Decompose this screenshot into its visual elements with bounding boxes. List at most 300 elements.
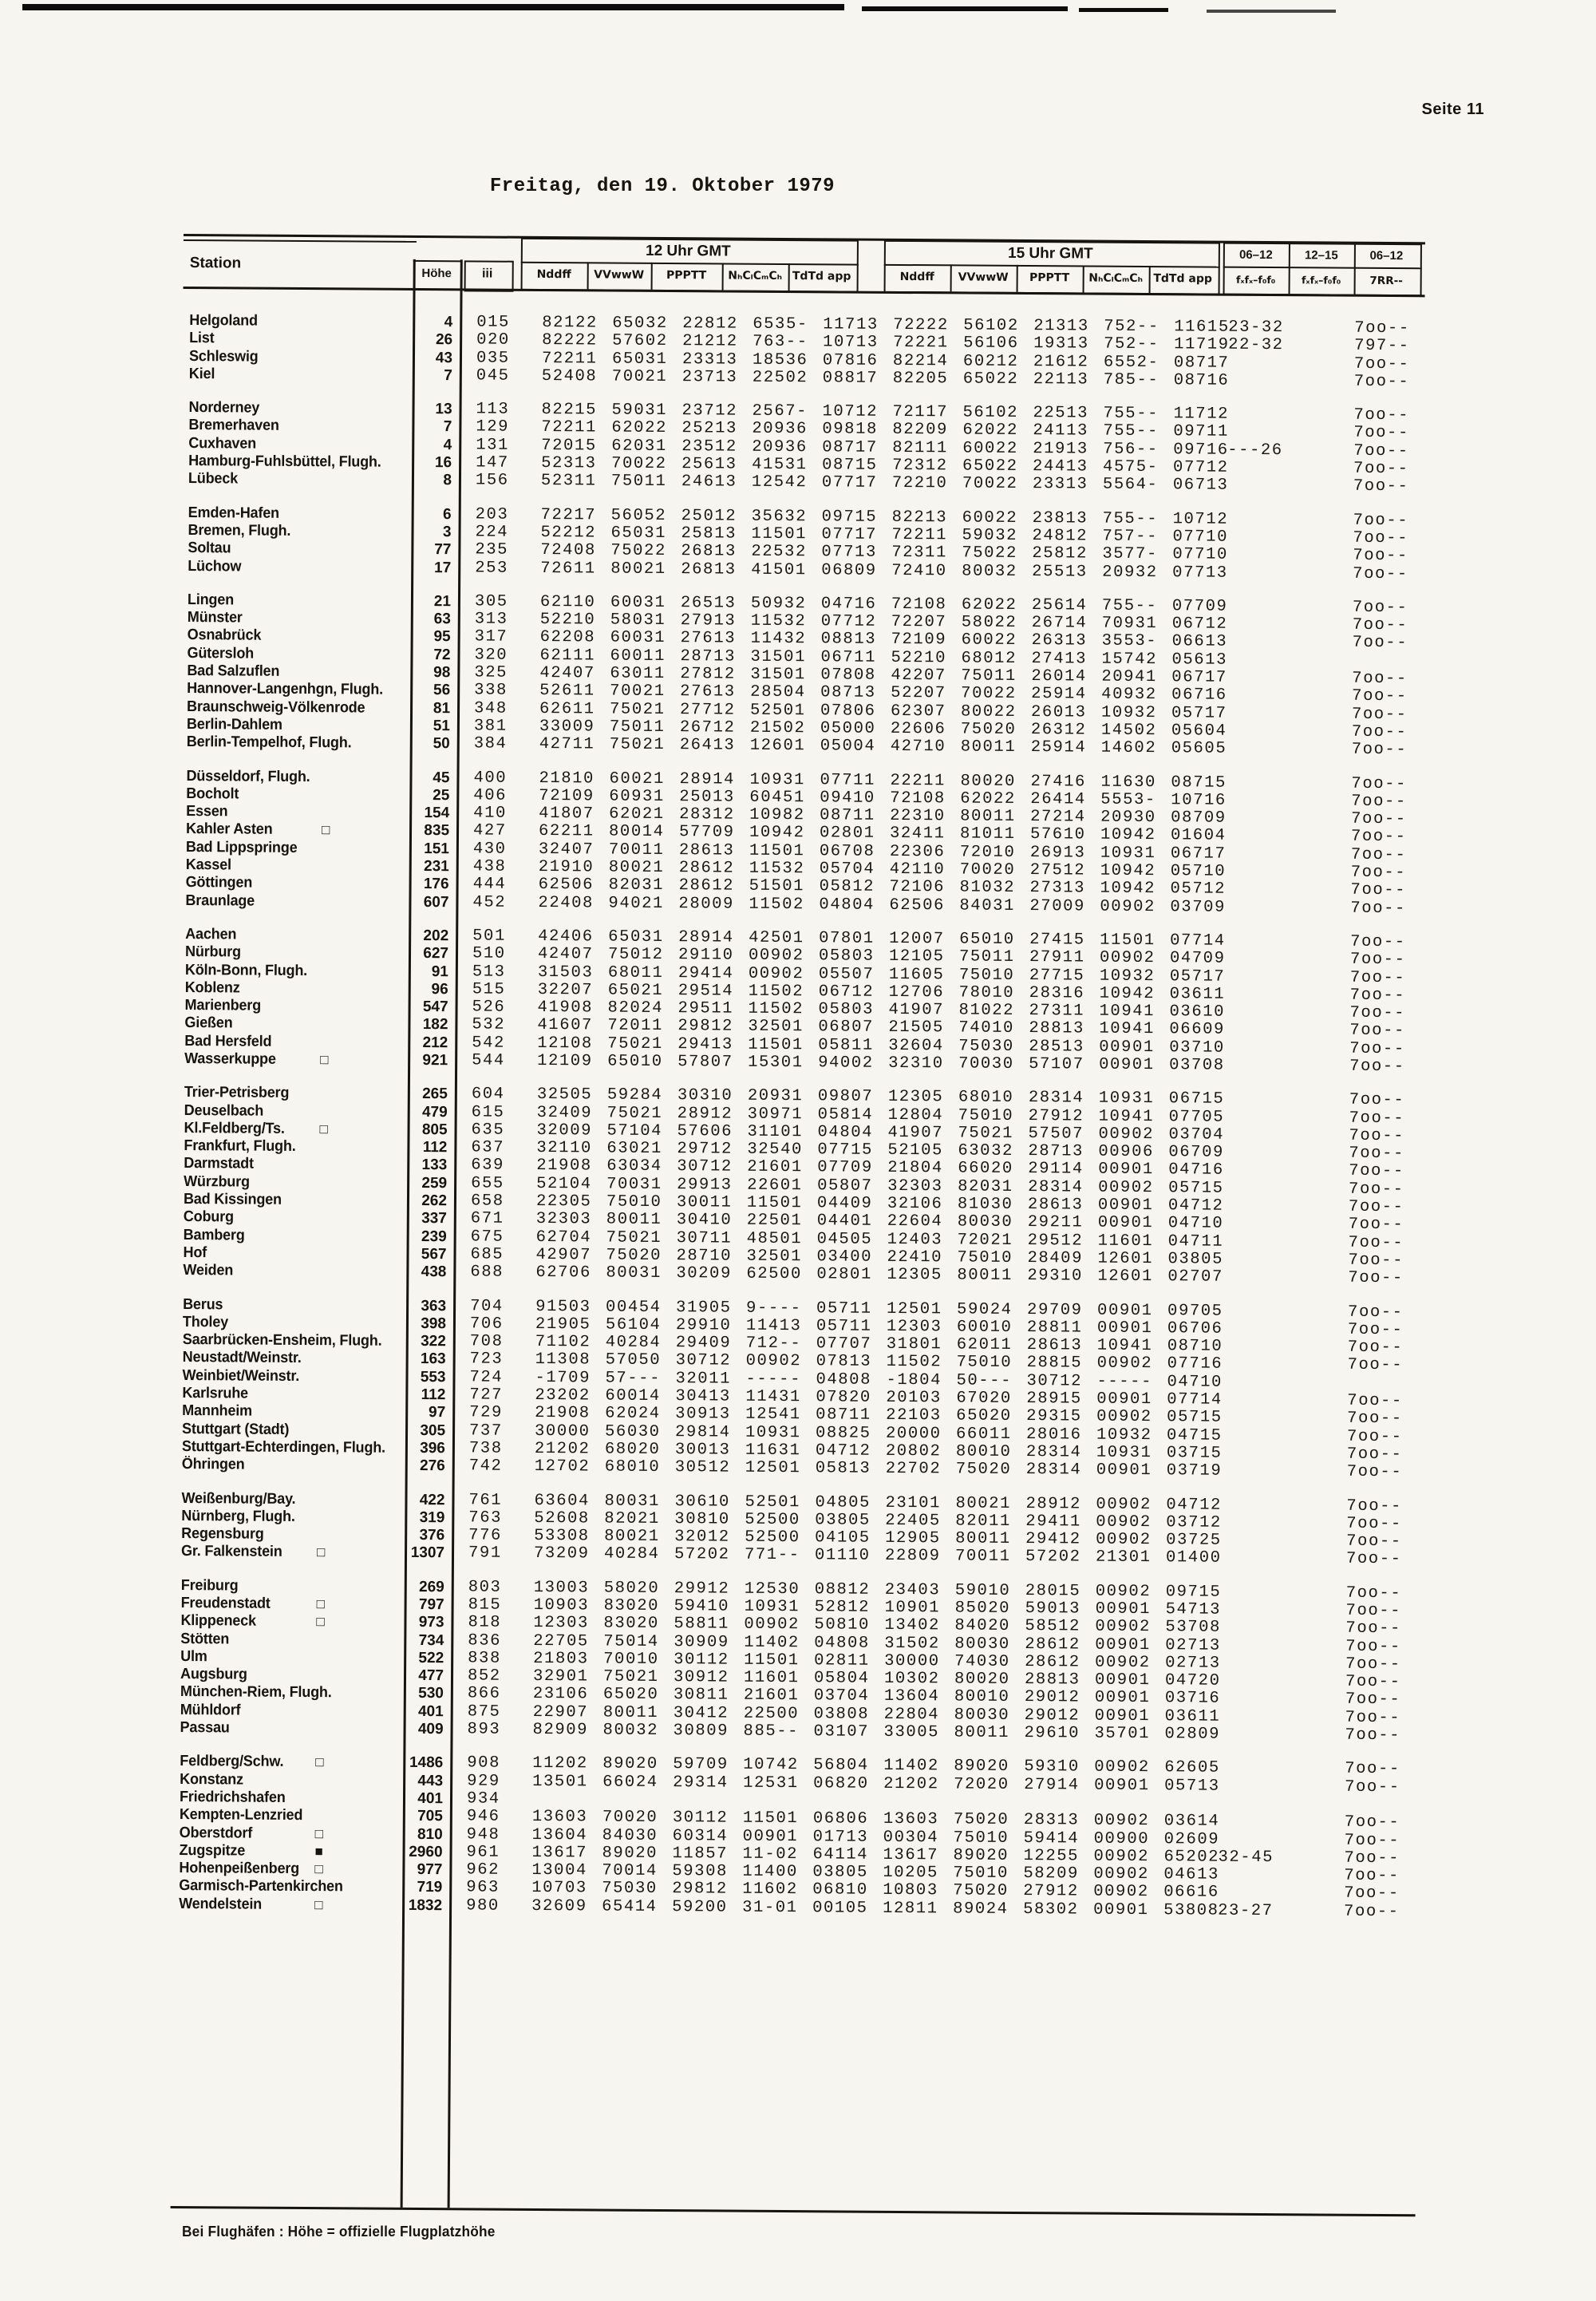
station-name: Wasserkuppe	[184, 1050, 276, 1068]
station-height: 1486	[409, 1754, 444, 1772]
obs15-vvwww: 75010	[953, 1829, 1009, 1848]
obs12-clouds: 9----	[746, 1299, 802, 1318]
station-name: Düsseldorf, Flugh.	[186, 767, 310, 785]
obs15-nddff: 32106	[887, 1194, 943, 1214]
precip-7rr-value: 7oo--	[1345, 1655, 1401, 1674]
station-number: 542	[472, 1034, 506, 1053]
obs12-vvwww: 80021	[608, 858, 665, 878]
obs12-ppptt: 59200	[672, 1897, 728, 1917]
obs12-tdtd: 09818	[822, 420, 878, 440]
period-0612-label: 06–12	[1238, 247, 1273, 263]
obs12-tdtd: 04716	[820, 595, 877, 614]
obs12-vvwww: 56030	[604, 1422, 661, 1441]
obs12-ppptt: 29514	[678, 981, 734, 1001]
obs12-clouds: 11501	[749, 841, 805, 860]
obs15-tdtd: 04709	[1169, 949, 1226, 968]
obs12-vvwww: 40284	[603, 1544, 660, 1564]
obs15-clouds: 00901	[1094, 1670, 1151, 1690]
obs12-nddff: 62704	[535, 1228, 592, 1247]
station-number: 836	[468, 1631, 502, 1651]
obs12-tdtd: 10713	[823, 333, 879, 353]
station-number: 934	[466, 1789, 500, 1809]
station-name: Bad Hersfeld	[184, 1032, 272, 1050]
obs12-vvwww: 65031	[608, 927, 664, 947]
precip-7rr-value: 7oo--	[1349, 1162, 1404, 1181]
obs12-vvwww: 89020	[602, 1844, 658, 1863]
scan-edge-line	[1079, 8, 1168, 12]
obs12-clouds: 32501	[746, 1247, 803, 1267]
obs12-vvwww: 75021	[607, 1034, 663, 1054]
obs15-vvwww: 60022	[962, 439, 1018, 458]
obs12-ppptt: 30913	[675, 1405, 731, 1424]
station-height: 269	[418, 1578, 444, 1595]
station-height: 151	[424, 840, 449, 857]
obs15-clouds: 785--	[1103, 370, 1159, 390]
obs15-ppptt: 29310	[1027, 1267, 1083, 1286]
obs15-tdtd: 06716	[1171, 686, 1227, 706]
obs12-ppptt: 30809	[673, 1722, 729, 1741]
precip-7rr-value: 7oo--	[1348, 1216, 1404, 1235]
obs12-tdtd: 05704	[819, 860, 875, 879]
station-name: Hannover-Langenhgn, Flugh.	[187, 680, 384, 699]
precip-7rr-value: 7oo--	[1351, 740, 1408, 760]
obs15-clouds: 3577-	[1102, 544, 1158, 564]
obs15-vvwww: 66020	[958, 1159, 1013, 1179]
obs15-clouds: 10931	[1098, 1089, 1155, 1109]
obs15-clouds: 35701	[1094, 1724, 1151, 1744]
obs12-ppptt: 30112	[674, 1651, 729, 1670]
obs15-ppptt: 27911	[1029, 948, 1085, 967]
station-height: 337	[421, 1210, 447, 1228]
obs12-tdtd: 04804	[819, 895, 875, 915]
obs12-clouds: 20936	[752, 420, 808, 439]
obs12-tdtd: 08717	[822, 438, 878, 457]
obs15-clouds: 00902	[1098, 1178, 1154, 1197]
station-name: Nürburg	[184, 943, 241, 961]
obs15-tdtd: 05613	[1171, 650, 1228, 670]
station-height: 705	[417, 1808, 443, 1825]
column-header-station: Station	[189, 255, 242, 272]
obs15-vvwww: 84031	[959, 896, 1016, 915]
obs12-clouds: 31-01	[742, 1898, 798, 1917]
obs12-ppptt: 29414	[678, 963, 734, 983]
obs15-tdtd: 06717	[1170, 844, 1227, 864]
obs12-nddff: 52104	[536, 1174, 592, 1194]
station-name: Braunschweig-Völkenrode	[187, 698, 365, 717]
precip-7rr-value: 7oo--	[1353, 564, 1408, 583]
obs12-nddff: 11308	[535, 1350, 591, 1370]
obs12-vvwww: 70011	[608, 840, 665, 860]
station-height: 154	[424, 805, 450, 822]
obs15-ppptt: 28813	[1029, 1019, 1085, 1038]
station-number: 637	[471, 1138, 505, 1157]
obs15-ppptt: 28811	[1026, 1318, 1083, 1338]
obs15-ppptt: 26312	[1030, 720, 1087, 740]
precip-7rr-value: 7oo--	[1344, 1902, 1400, 1921]
station-number: 427	[472, 821, 507, 841]
obs15-vvwww: 80030	[954, 1706, 1010, 1725]
station-name: Bad Salzuflen	[187, 662, 280, 680]
obs15-vvwww: 85020	[954, 1599, 1011, 1618]
obs12-vvwww: 80011	[602, 1703, 659, 1722]
obs12-nddff: 31503	[537, 963, 594, 982]
obs12-ppptt: 27712	[679, 700, 736, 720]
station-name: Lingen	[187, 591, 235, 609]
obs12-tdtd: 07717	[821, 473, 878, 493]
obs12-clouds: 28504	[750, 683, 806, 702]
obs12-tdtd: 04808	[814, 1633, 870, 1653]
precip-7rr-value: 7oo--	[1345, 1777, 1400, 1797]
obs15-tdtd: 65202	[1163, 1848, 1220, 1867]
station-number: 688	[470, 1263, 504, 1282]
station-number: 635	[471, 1121, 505, 1140]
obs15-tdtd: 05713	[1164, 1776, 1220, 1796]
obs15-tdtd: 09716	[1173, 441, 1229, 460]
station-name: Aachen	[185, 925, 237, 943]
obs15-ppptt: 25914	[1030, 738, 1087, 757]
obs15-nddff: 20802	[885, 1441, 942, 1461]
precip-7rr-value: 7oo--	[1351, 705, 1408, 724]
obs12-tdtd: 08711	[816, 1406, 871, 1425]
obs12-clouds: 00902	[748, 946, 804, 966]
obs15-vvwww: 75021	[958, 1124, 1014, 1143]
precip-7rr-value: 7oo--	[1350, 845, 1407, 864]
obs12-clouds: 11532	[749, 859, 805, 879]
obs15-nddff: 00304	[883, 1828, 939, 1847]
obs12-ppptt: 29314	[673, 1773, 729, 1793]
precip-7rr-value: 7oo--	[1352, 598, 1408, 618]
obs15-ppptt: 29411	[1025, 1512, 1081, 1532]
obs12-vvwww: 72011	[607, 1016, 664, 1036]
station-height: 734	[418, 1631, 444, 1649]
obs12-ppptt: 30712	[677, 1157, 733, 1177]
obs15-clouds: 11601	[1097, 1232, 1154, 1251]
obs15-clouds: 10941	[1099, 1002, 1156, 1022]
station-number: 325	[474, 663, 508, 682]
obs12-ppptt: 28312	[679, 805, 735, 824]
obs15-nddff: 12804	[887, 1105, 944, 1125]
obs12-nddff: 72211	[541, 349, 598, 369]
station-height: 305	[420, 1421, 446, 1439]
obs15-nddff: 11605	[888, 965, 945, 984]
station-name: Konstanz	[180, 1770, 243, 1789]
obs12-nddff: 52311	[540, 472, 597, 491]
station-height: 133	[421, 1156, 448, 1174]
obs12-tdtd: 05814	[817, 1105, 874, 1125]
obs15-clouds: 00901	[1099, 1055, 1155, 1075]
obs12-tdtd: 07806	[820, 701, 876, 721]
station-height: 835	[424, 822, 450, 840]
obs12-nddff: 42407	[537, 945, 594, 964]
station-number: 348	[473, 699, 508, 718]
obs12-tdtd: 08715	[822, 456, 878, 475]
obs15-clouds: 00901	[1095, 1599, 1152, 1619]
obs15-vvwww: 70030	[958, 1054, 1014, 1073]
obs12-tdtd: 05813	[815, 1459, 871, 1478]
obs12-vvwww: 56104	[605, 1315, 662, 1334]
station-height: 239	[421, 1228, 447, 1245]
precip-7rr-value: 7oo--	[1353, 528, 1409, 548]
obs15-vvwww: 59010	[954, 1581, 1011, 1600]
obs12-tdtd: 03704	[813, 1686, 870, 1706]
obs15-nddff: 72311	[891, 544, 947, 563]
obs15-clouds: 00902	[1095, 1582, 1152, 1601]
obs12-nddff: 72211	[541, 418, 597, 437]
obs15-ppptt: 28915	[1026, 1390, 1082, 1409]
obs15-vvwww: 81011	[959, 824, 1016, 844]
obs12-nddff: -1709	[535, 1368, 591, 1388]
obs15-nddff: 82214	[892, 351, 949, 370]
obs12-ppptt: 26413	[679, 736, 736, 755]
station-height: 16	[434, 454, 452, 472]
obs15-nddff: 30000	[884, 1651, 940, 1671]
obs15-clouds: 10942	[1100, 826, 1156, 845]
station-name: Cuxhaven	[188, 434, 257, 453]
obs15-nddff: 31801	[886, 1335, 942, 1354]
obs15-ppptt: 28713	[1028, 1142, 1084, 1161]
obs15-clouds: 21301	[1095, 1548, 1152, 1568]
station-number: 338	[474, 681, 508, 701]
station-name: Hohenpeißenberg	[179, 1860, 300, 1878]
obs12-vvwww: 63034	[606, 1157, 662, 1176]
obs15-clouds: 14602	[1100, 738, 1157, 758]
obs12-tdtd: 05807	[817, 1176, 873, 1196]
obs15-vvwww: 75010	[957, 1248, 1013, 1267]
obs12-clouds: -----	[745, 1370, 802, 1389]
obs15-clouds: 00902	[1093, 1811, 1150, 1831]
obs12-tdtd: 08817	[822, 369, 879, 388]
obs15-nddff: 22211	[890, 771, 946, 790]
obs12-ppptt: 27613	[680, 629, 737, 649]
obs12-ppptt: 27613	[680, 682, 736, 702]
obs15-vvwww: 80020	[960, 772, 1017, 791]
subheader-vvwww: VVwwW	[594, 268, 645, 282]
obs12-nddff: 12303	[533, 1614, 590, 1633]
station-height: 63	[433, 611, 451, 628]
obs15-clouds: 00902	[1096, 1354, 1153, 1374]
obs15-clouds: 00901	[1099, 1038, 1155, 1057]
obs12-clouds: 11501	[742, 1809, 799, 1829]
station-name: Trier-Petrisberg	[184, 1084, 290, 1102]
obs15-tdtd: 03712	[1166, 1513, 1222, 1532]
obs12-nddff: 63604	[534, 1491, 591, 1510]
obs15-ppptt: 59414	[1023, 1829, 1080, 1848]
station-height: 477	[418, 1667, 444, 1685]
obs12-clouds: 12531	[743, 1773, 799, 1793]
station-height: 259	[421, 1174, 448, 1192]
station-number: 742	[468, 1457, 503, 1476]
obs15-vvwww: 50---	[956, 1371, 1013, 1390]
obs12-tdtd: 56804	[813, 1756, 869, 1776]
obs15-vvwww: 81032	[959, 878, 1016, 898]
station-number: 893	[467, 1720, 501, 1739]
obs15-vvwww: 59032	[962, 526, 1018, 545]
station-number: 320	[474, 646, 508, 665]
station-height: 6	[443, 505, 452, 523]
precip-7rr-value: 7oo--	[1349, 950, 1406, 970]
obs15-vvwww: 65010	[959, 930, 1015, 949]
obs15-vvwww: 56102	[963, 316, 1019, 335]
station-name: Weißenburg/Bay.	[181, 1489, 296, 1508]
station-number: 704	[470, 1296, 504, 1316]
obs15-vvwww: 70020	[959, 860, 1016, 880]
obs15-vvwww: 65022	[962, 457, 1018, 476]
obs12-ppptt: 59410	[674, 1597, 730, 1616]
obs12-nddff: 82215	[541, 401, 598, 420]
obs12-clouds: 52501	[745, 1492, 801, 1512]
station-height: 77	[434, 541, 452, 559]
obs15-ppptt: 28813	[1024, 1670, 1080, 1690]
obs15-vvwww: 62022	[962, 421, 1018, 441]
obs15-nddff: 10901	[884, 1598, 941, 1618]
obs12-nddff: 91503	[535, 1297, 591, 1316]
obs12-ppptt: 28914	[678, 928, 734, 947]
obs15-tdtd: 07713	[1172, 563, 1228, 583]
obs15-clouds: 00901	[1096, 1390, 1152, 1409]
obs15-clouds: 10942	[1100, 861, 1156, 881]
obs12-nddff: 42711	[539, 735, 595, 754]
precip-7rr-value: 7oo--	[1344, 1831, 1400, 1850]
obs15-ppptt: 27912	[1028, 1106, 1084, 1126]
obs15-vvwww: 58022	[961, 613, 1017, 633]
obs15-nddff: 72211	[891, 525, 948, 545]
obs12-nddff: 62110	[539, 592, 596, 612]
scan-edge-line	[22, 4, 844, 10]
station-number: 737	[468, 1421, 503, 1441]
obs15-ppptt: 27512	[1029, 861, 1086, 880]
obs12-clouds: 10931	[749, 770, 806, 789]
obs15-nddff: 13603	[883, 1810, 939, 1829]
station-height: 522	[418, 1649, 444, 1667]
station-name: Nürnberg, Flugh.	[181, 1507, 295, 1525]
obs15-clouds: 4575-	[1103, 457, 1159, 477]
obs15-clouds: 40932	[1101, 685, 1157, 705]
obs12-nddff: 52608	[534, 1508, 590, 1528]
obs15-ppptt: 28612	[1025, 1635, 1080, 1655]
obs15-clouds: 6552-	[1103, 353, 1159, 372]
obs12-ppptt: 25012	[681, 506, 737, 526]
obs15-ppptt: 19313	[1033, 334, 1089, 354]
station-name: Köln-Bonn, Flugh.	[184, 961, 308, 979]
obs12-ppptt: 29812	[678, 1017, 734, 1036]
obs12-tdtd: 04401	[816, 1212, 873, 1232]
obs15-nddff: 12303	[886, 1317, 942, 1337]
station-symbol-icon: □	[314, 1825, 324, 1841]
obs15-ppptt: 29315	[1026, 1407, 1082, 1426]
station-number: 963	[466, 1878, 500, 1898]
obs15-tdtd: 06613	[1171, 632, 1228, 652]
station-number: 203	[475, 505, 509, 524]
obs12-tdtd: 03400	[816, 1247, 873, 1267]
obs12-tdtd: 09807	[817, 1087, 874, 1107]
obs12-tdtd: 07709	[817, 1158, 873, 1178]
obs15-vvwww: 75020	[960, 720, 1017, 739]
obs15-nddff: 82205	[892, 369, 949, 389]
station-name: Garmisch-Partenkirchen	[179, 1877, 343, 1896]
obs12-vvwww: 68010	[604, 1457, 661, 1477]
obs12-clouds: 52501	[749, 701, 806, 720]
obs15-nddff: 20000	[885, 1424, 942, 1443]
precip-7rr-value: 7oo--	[1347, 1320, 1404, 1340]
obs12-ppptt: 30909	[674, 1632, 729, 1652]
precip-7rr-value: 7oo--	[1346, 1462, 1403, 1482]
precip-7rr-value: 7oo--	[1348, 1233, 1404, 1252]
obs12-tdtd: 03107	[813, 1722, 870, 1742]
station-number: 671	[470, 1209, 504, 1229]
station-number: 513	[472, 962, 506, 982]
obs15-tdtd: 07712	[1173, 458, 1229, 477]
obs15-nddff: 82111	[892, 438, 948, 458]
obs15-nddff: 10302	[883, 1670, 940, 1689]
obs15-tdtd: 02707	[1167, 1267, 1223, 1287]
precip-7rr-value: 7oo--	[1353, 477, 1409, 496]
obs15-nddff: 23403	[884, 1580, 941, 1600]
obs12-ppptt: 29511	[678, 999, 734, 1018]
station-height: 396	[420, 1439, 445, 1457]
obs12-nddff: 42407	[539, 664, 595, 683]
station-number: 305	[474, 592, 508, 611]
obs15-tdtd: 07714	[1170, 931, 1226, 951]
synoptic-table	[171, 234, 1432, 2221]
obs15-nddff: 12305	[887, 1088, 944, 1107]
station-name: Saarbrücken-Ensheim, Flugh.	[182, 1331, 382, 1350]
obs12-ppptt: 30310	[677, 1086, 733, 1105]
station-number: 852	[467, 1666, 501, 1686]
obs12-vvwww: 70014	[602, 1861, 658, 1881]
obs12-nddff: 21810	[539, 769, 595, 788]
obs12-nddff: 13604	[531, 1825, 588, 1844]
station-number: 035	[476, 349, 510, 368]
subheader-nhclcmch-15: NₕCₗCₘCₕ	[1088, 271, 1144, 285]
obs15-ppptt: 58302	[1023, 1900, 1079, 1919]
obs12-tdtd: 03805	[815, 1511, 871, 1530]
precip-7rr-value: 7oo--	[1349, 1109, 1405, 1128]
obs15-vvwww: 80011	[960, 737, 1017, 757]
obs15-clouds: 00901	[1096, 1319, 1153, 1338]
obs15-clouds: 752--	[1104, 334, 1159, 354]
obs12-vvwww: 60931	[609, 787, 665, 806]
station-height: 398	[421, 1315, 447, 1333]
obs12-tdtd: 05000	[820, 719, 876, 738]
precip-7rr-value: 7oo--	[1344, 1866, 1400, 1886]
station-name: Karlsruhe	[182, 1385, 248, 1402]
station-height: 627	[423, 945, 449, 963]
obs12-tdtd: 03805	[812, 1863, 868, 1882]
station-number: 430	[472, 840, 507, 859]
obs15-tdtd: 53708	[1165, 1618, 1222, 1637]
obs15-nddff: 32411	[889, 824, 946, 844]
obs15-clouds: 00901	[1094, 1776, 1150, 1795]
obs15-tdtd: 05710	[1170, 862, 1227, 881]
station-number: 961	[466, 1843, 500, 1862]
station-number: 724	[469, 1368, 504, 1387]
obs15-ppptt: 27009	[1029, 896, 1086, 916]
obs15-tdtd: 03715	[1166, 1444, 1223, 1463]
station-name: Passau	[180, 1719, 230, 1737]
obs15-tdtd: 07709	[1171, 597, 1228, 616]
obs12-tdtd: 11713	[823, 315, 879, 334]
obs12-nddff: 32901	[532, 1667, 589, 1686]
station-number: 147	[476, 453, 509, 472]
obs15-tdtd: 62605	[1164, 1758, 1220, 1778]
station-number: 452	[472, 893, 507, 912]
obs15-clouds: 20932	[1102, 563, 1158, 582]
obs15-nddff: 72108	[890, 789, 946, 809]
obs15-vvwww: 80032	[962, 562, 1017, 581]
obs15-ppptt: 29012	[1024, 1706, 1080, 1726]
obs12-nddff: 82909	[532, 1721, 589, 1740]
station-name: Mühldorf	[180, 1701, 241, 1719]
